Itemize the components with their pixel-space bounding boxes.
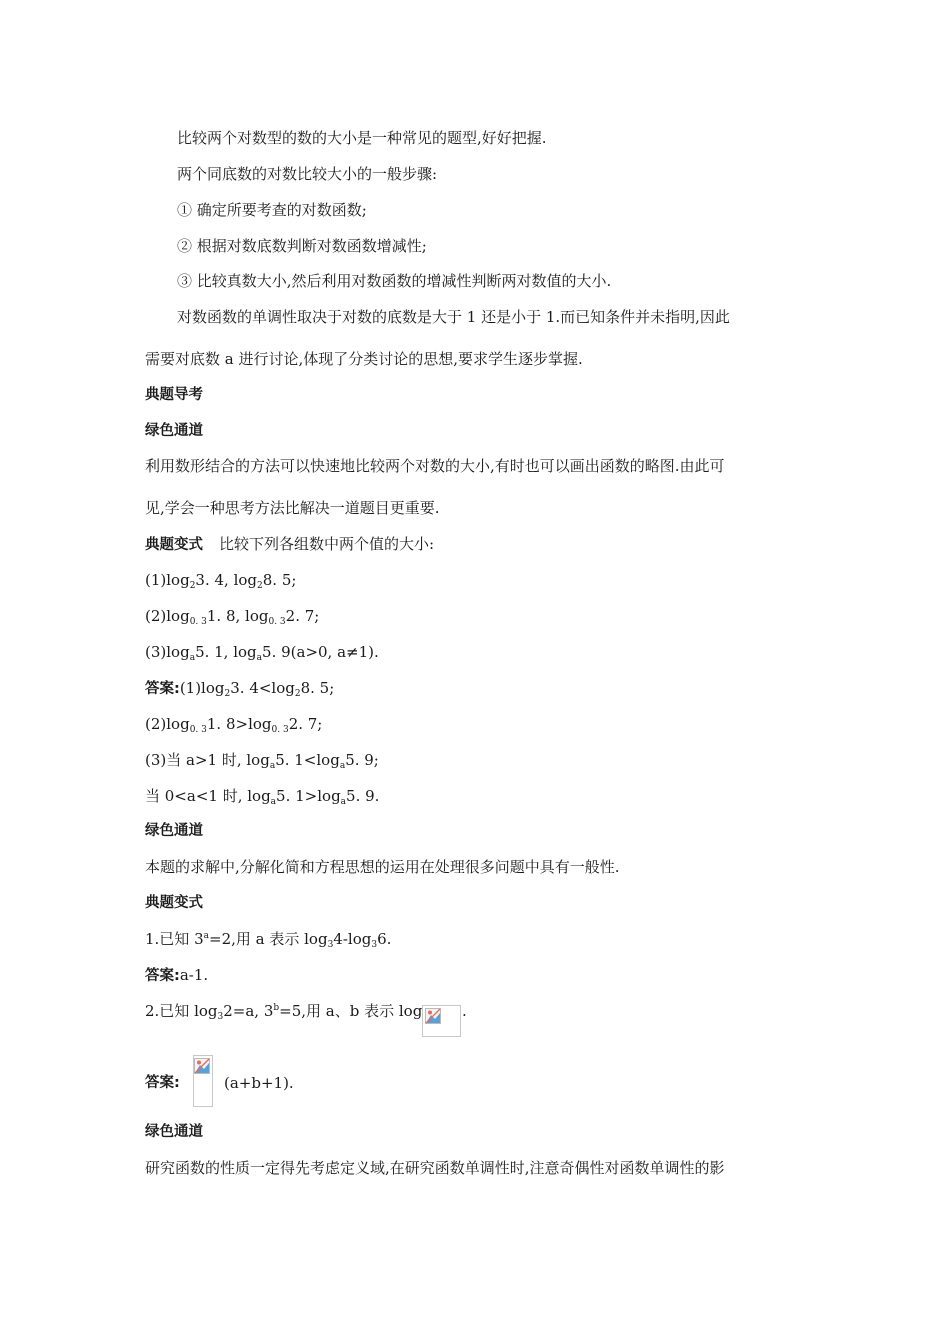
- broken-image-icon: [193, 1055, 213, 1107]
- intro-line-2: 两个同底数的对数比较大小的一般步骤:: [177, 165, 438, 183]
- green-channel-text-2: 见,学会一种思考方法比解决一道题目更重要.: [145, 499, 440, 517]
- question-1: $(1)\log_23$. 4, $\log_28$. 5;: [145, 571, 297, 591]
- exercise-2: 2.已知 $\log_32=a$, $3^b=5$,用 a、b 表示 log: [145, 1002, 423, 1022]
- green-channel-heading-2: 绿色通道: [145, 823, 203, 839]
- broken-image-icon: [422, 1005, 461, 1037]
- exercise-2-answer-label: 答案:: [145, 1075, 180, 1091]
- green-channel-text-4: 研究函数的性质一定得先考虑定义域,在研究函数单调性时,注意奇偶性对函数单调性的影: [145, 1159, 725, 1177]
- intro-para-line-1: 对数函数的单调性取决于对数的底数是大于 1 还是小于 1.而已知条件并未指明,因此: [177, 308, 730, 326]
- exercise-1: 1.已知 $3^a=2$,用 a 表示 $\log_34-\log_36$.: [145, 930, 392, 950]
- section-heading: 典题导考: [145, 387, 203, 403]
- step-2: ② 根据对数底数判断对数函数增减性;: [177, 237, 427, 255]
- variant-text: 比较下列各组数中两个值的大小:: [219, 535, 435, 553]
- step-1: ① 确定所要考查的对数函数;: [177, 201, 367, 219]
- answer-3: (3)当 a>1 时, $\log_a5$. $1<\log_a5$. 9;: [145, 751, 379, 771]
- question-2: $(2)\log_{0. 3}1$. 8, $\log_{0. 3}2$. 7;: [145, 607, 320, 627]
- question-3: $(3)\log_a5$. 1, $\log_a5$. 9(a>0, a≠1).: [145, 643, 379, 663]
- answer-1: 答案$:(1)\log_23$. $4<\log_28$. 5;: [145, 679, 335, 699]
- exercise-2-end: .: [462, 1002, 467, 1020]
- step-3: ③ 比较真数大小,然后利用对数函数的增减性判断两对数值的大小.: [177, 272, 612, 290]
- answer-4: 当 0<a<1 时, $\log_a5$. $1>\log_a5$. 9.: [145, 787, 380, 807]
- variant-line: [145, 534, 434, 555]
- answer-label: 答案:: [145, 681, 180, 697]
- intro-line-1: 比较两个对数型的数的大小是一种常见的题型,好好把握.: [177, 129, 547, 147]
- green-channel-heading: 绿色通道: [145, 423, 203, 439]
- variant-label-2: 典题变式: [145, 895, 203, 911]
- variant-label: 典题变式: [145, 537, 203, 553]
- answer-2: $(2)\log_{0. 3}1$. $8>\log_{0. 3}2$. 7;: [145, 715, 323, 735]
- green-channel-text-3: 本题的求解中,分解化简和方程思想的运用在处理很多问题中具有一般性.: [145, 858, 620, 876]
- green-channel-heading-3: 绿色通道: [145, 1124, 203, 1140]
- green-channel-text-1: 利用数形结合的方法可以快速地比较两个对数的大小,有时也可以画出函数的略图.由此可: [145, 457, 725, 475]
- exercise-1-answer: 答案:a-1.: [145, 966, 209, 984]
- exercise-2-answer: (a+b+1).: [224, 1074, 294, 1092]
- intro-para-line-2: 需要对底数 a 进行讨论,体现了分类讨论的思想,要求学生逐步掌握.: [145, 350, 583, 368]
